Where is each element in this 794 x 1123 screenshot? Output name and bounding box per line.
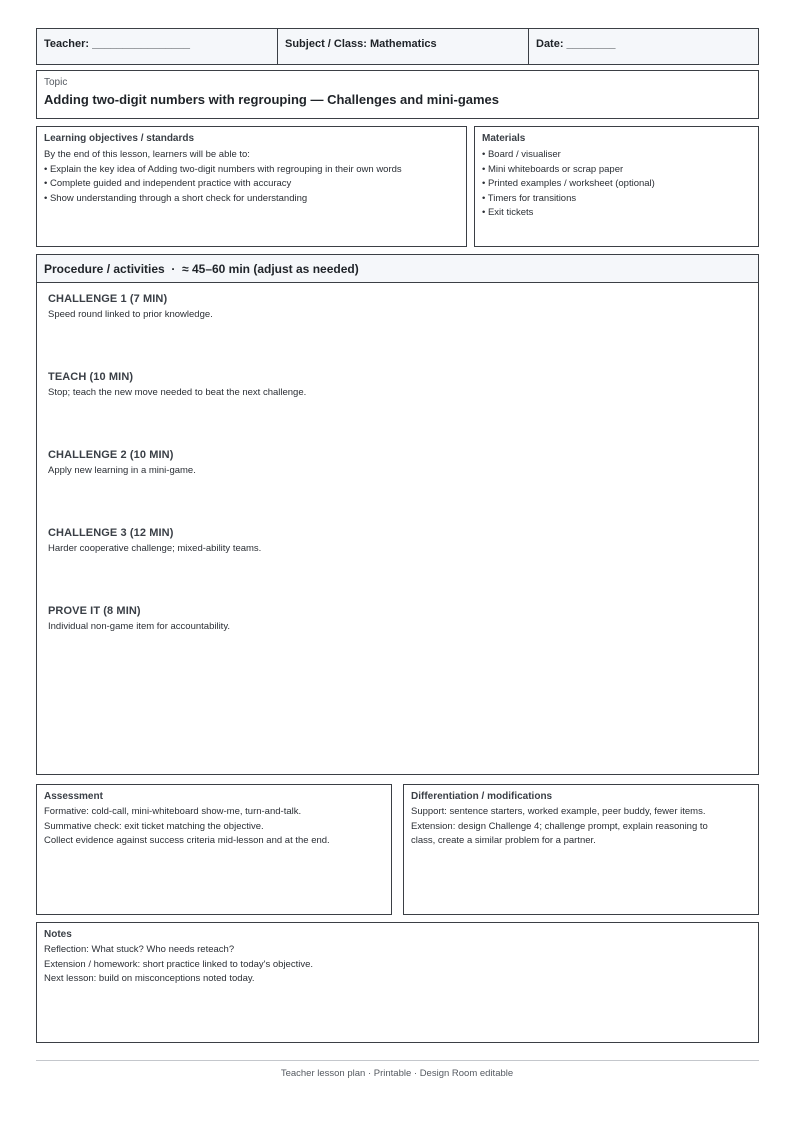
- objectives-line: • Show understanding through a short check for understanding: [44, 192, 308, 204]
- assessment-line: Summative check: exit ticket matching the objective.: [44, 820, 264, 832]
- differentiation-list: [411, 805, 708, 849]
- notes-label: Notes: [44, 929, 72, 940]
- step-title: PROVE IT (8 MIN): [48, 605, 141, 617]
- assessment-box: [36, 784, 392, 915]
- objectives-list: [44, 148, 402, 206]
- assessment-label: Assessment: [44, 791, 103, 802]
- differentiation-box: [403, 784, 759, 915]
- procedure-header: [37, 255, 758, 283]
- topic-title: Adding two-digit numbers with regrouping — Challenges and mini-games: [44, 92, 500, 107]
- footer-divider: [36, 1060, 759, 1061]
- assessment-line: Collect evidence against success criteria mid-lesson and at the end.: [44, 835, 330, 847]
- materials-line: • Exit tickets: [482, 207, 534, 219]
- materials-box: [474, 126, 759, 247]
- materials-list: [482, 148, 655, 221]
- objectives-line: By the end of this lesson, learners will be able to:: [44, 149, 250, 160]
- step-description: Individual non-game item for accountability.: [48, 621, 231, 632]
- assessment-line: Formative: cold-call, mini-whiteboard show-me, turn-and-talk.: [44, 806, 302, 817]
- materials-line: • Printed examples / worksheet (optional): [482, 178, 655, 190]
- footer-text: Teacher lesson plan · Printable · Design Room editable: [280, 1068, 514, 1079]
- objectives-box: [36, 126, 467, 247]
- step-description: Harder cooperative challenge; mixed-ability teams.: [48, 543, 262, 554]
- differentiation-line: class, create a similar problem for a partner.: [411, 835, 596, 847]
- teacher-field[interactable]: Teacher: ________________: [44, 38, 190, 50]
- differentiation-line: Support: sentence starters, worked example, peer buddy, fewer items.: [411, 806, 706, 817]
- topic-label: Topic: [44, 77, 68, 88]
- step-description: Stop; teach the new move needed to beat the next challenge.: [48, 387, 307, 398]
- differentiation-label: Differentiation / modifications: [411, 791, 553, 802]
- step-description: Apply new learning in a mini-game.: [48, 465, 196, 476]
- notes-line: Reflection: What stuck? Who needs reteach?: [44, 944, 235, 955]
- assessment-list: [44, 805, 330, 849]
- materials-line: • Board / visualiser: [482, 149, 561, 160]
- materials-line: • Timers for transitions: [482, 192, 577, 204]
- notes-box: [36, 922, 759, 1043]
- subject-field[interactable]: Subject / Class: Mathematics: [277, 29, 528, 64]
- step-title: CHALLENGE 3 (12 MIN): [48, 527, 174, 539]
- topic-box: [36, 70, 759, 119]
- notes-line: Extension / homework: short practice linked to today's objective.: [44, 958, 314, 970]
- date-field[interactable]: Date: ________: [528, 29, 759, 64]
- step-description: Speed round linked to prior knowledge.: [48, 309, 213, 320]
- step-title: CHALLENGE 1 (7 MIN): [48, 293, 168, 305]
- procedure-title: Procedure / activities · ≈ 45–60 min (adjust as needed): [44, 262, 359, 276]
- materials-label: Materials: [482, 133, 526, 144]
- materials-line: • Mini whiteboards or scrap paper: [482, 163, 624, 175]
- objectives-line: • Complete guided and independent practice with accuracy: [44, 178, 292, 190]
- differentiation-line: Extension: design Challenge 4; challenge prompt, explain reasoning to: [411, 820, 708, 832]
- header-row: [36, 28, 759, 65]
- notes-list: [44, 943, 313, 987]
- procedure-box: [36, 254, 759, 775]
- step-title: TEACH (10 MIN): [48, 371, 134, 383]
- objectives-line: • Explain the key idea of Adding two-digit numbers with regrouping in their own words: [44, 163, 402, 175]
- objectives-label: Learning objectives / standards: [44, 133, 195, 144]
- step-title: CHALLENGE 2 (10 MIN): [48, 449, 174, 461]
- notes-line: Next lesson: build on misconceptions noted today.: [44, 973, 255, 985]
